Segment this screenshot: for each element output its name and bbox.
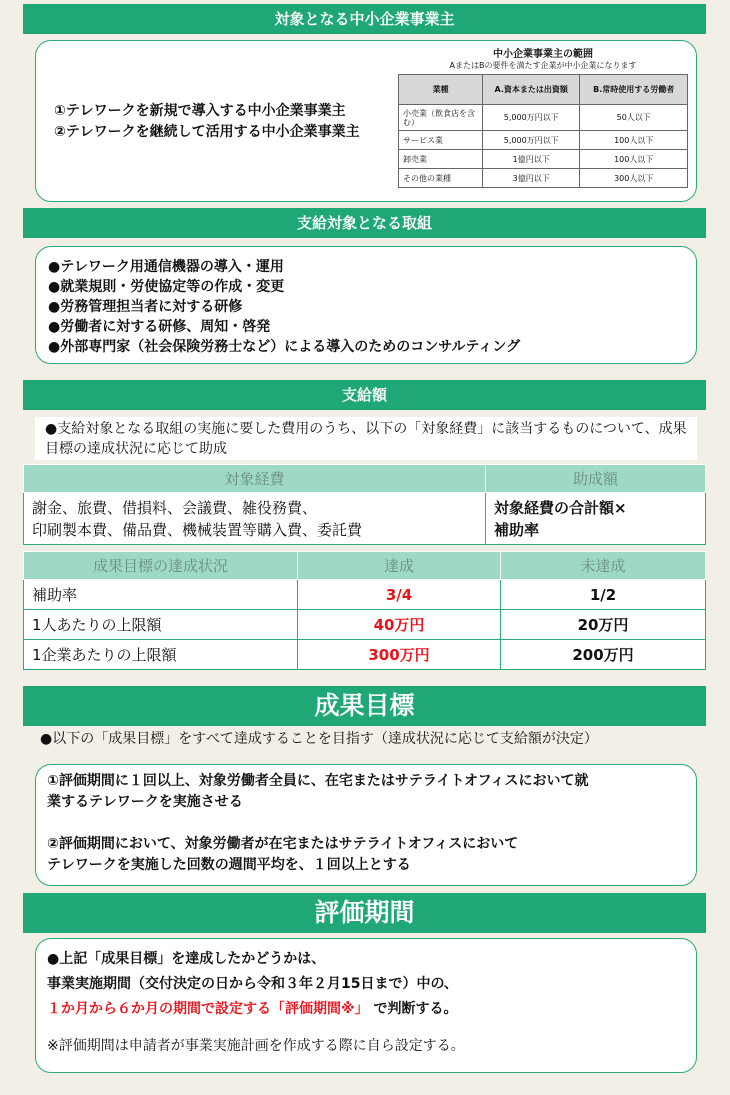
evaluation-footnote: ※評価期間は申請者が事業実施計画を作成する際に自ら設定する。: [47, 1038, 465, 1054]
goal-1-line-2: 業するテレワークを実施させる: [47, 794, 243, 810]
list-item: ●労務管理担当者に対する研修: [48, 299, 243, 315]
sme-cell: 300人以下: [580, 169, 688, 188]
target-employers-box: [35, 40, 697, 202]
target-employer-line-2: ②テレワークを継続して活用する中小企業事業主: [54, 124, 360, 140]
sme-cell: 3億円以下: [483, 169, 580, 188]
expense-items: [24, 493, 486, 545]
evaluation-line-1: ●上記「成果目標」を達成したかどうかは、: [47, 951, 326, 967]
section-title-evaluation-period: 評価期間: [23, 893, 706, 933]
goals-text: [47, 771, 588, 876]
sme-cell: 100人以下: [580, 131, 688, 150]
table-row: [24, 640, 706, 670]
rate-achieved: 3/4: [298, 580, 501, 610]
sme-cell: その他の業種: [399, 169, 483, 188]
subsidy-note: ●支給対象となる取組の実施に要した費用のうち、以下の「対象経費」に該当するものについて、成果目標の達成状況に応じて助成: [35, 417, 697, 460]
subsidy-line-2: 補助率: [494, 520, 540, 539]
goals-box: [35, 764, 697, 886]
expense-line-2: 印刷製本費、備品費、機械装置等購入費、委託費: [32, 520, 363, 539]
rate-achieved: 40万円: [298, 610, 501, 640]
rate-not-achieved: 20万円: [501, 610, 706, 640]
expense-table: [23, 464, 706, 545]
section-title-target-employers: 対象となる中小企業事業主: [23, 4, 706, 34]
expense-line-1: 謝金、旅費、借損料、会議費、雑役務費、: [32, 498, 318, 517]
evaluation-period-highlight: １か月から６か月の期間で設定する「評価期間※」: [47, 1001, 369, 1017]
rate-label: 補助率: [24, 580, 298, 610]
goal-2-line-1: ②評価期間において、対象労働者が在宅またはサテライトオフィスにおいて: [47, 836, 519, 852]
table-row: [399, 131, 688, 150]
table-row: [24, 610, 706, 640]
rate-header-not-achieved: 未達成: [501, 552, 706, 580]
rate-not-achieved: 200万円: [501, 640, 706, 670]
sme-range-table: [398, 49, 688, 188]
table-row: [24, 580, 706, 610]
sme-cell: 100人以下: [580, 150, 688, 169]
sme-cell: 1億円以下: [483, 150, 580, 169]
table-row: [399, 105, 688, 131]
eligible-activities-list: [48, 257, 520, 357]
sme-header-industry: 業種: [399, 75, 483, 105]
list-item: ●外部専門家（社会保険労務士など）による導入のためのコンサルティング: [48, 339, 521, 355]
sme-range-subtitle: AまたはBの要件を満たす企業が中小企業になります: [449, 61, 637, 70]
evaluation-text: [47, 947, 465, 1059]
goal-1-line-1: ①評価期間に１回以上、対象労働者全員に、在宅またはサテライトオフィスにおいて就: [47, 773, 589, 789]
sme-range-title: 中小企業事業主の範囲: [493, 49, 593, 60]
sme-cell: 5,000万円以下: [483, 105, 580, 131]
goal-2-line-2: テレワークを実施した回数の週間平均を、１回以上とする: [47, 857, 411, 873]
list-item: ●労働者に対する研修、周知・啓発: [48, 319, 271, 335]
rate-header-achieved: 達成: [298, 552, 501, 580]
sme-cell: 小売業（飲食店を含む）: [399, 105, 483, 131]
sme-cell: 卸売業: [399, 150, 483, 169]
expense-header: 対象経費: [24, 465, 486, 493]
sme-cell: 5,000万円以下: [483, 131, 580, 150]
subsidy-line-1: 対象経費の合計額×: [494, 498, 627, 517]
evaluation-box: [35, 938, 697, 1073]
rate-header-status: 成果目標の達成状況: [24, 552, 298, 580]
rate-table: [23, 551, 706, 670]
evaluation-line-3-tail: で判断する。: [373, 1001, 458, 1017]
eligible-activities-box: [35, 246, 697, 364]
table-row: [399, 150, 688, 169]
rate-label: 1人あたりの上限額: [24, 610, 298, 640]
sme-header-capital: A.資本または出資額: [483, 75, 580, 105]
evaluation-line-2: 事業実施期間（交付決定の日から令和３年２月15日まで）中の、: [47, 976, 458, 992]
list-item: ●就業規則・労使協定等の作成・変更: [48, 279, 285, 295]
sme-cell: 50人以下: [580, 105, 688, 131]
section-title-goals: 成果目標: [23, 686, 706, 726]
rate-not-achieved: 1/2: [501, 580, 706, 610]
target-employer-list: [54, 101, 360, 143]
sme-cell: サービス業: [399, 131, 483, 150]
table-row: [399, 169, 688, 188]
section-title-eligible-activities: 支給対象となる取組: [23, 208, 706, 238]
target-employer-line-1: ①テレワークを新規で導入する中小企業事業主: [54, 103, 346, 119]
table-row: [24, 493, 706, 545]
rate-label: 1企業あたりの上限額: [24, 640, 298, 670]
rate-achieved: 300万円: [298, 640, 501, 670]
subsidy-formula: [486, 493, 706, 545]
goals-intro: ●以下の「成果目標」をすべて達成することを目指す（達成状況に応じて支給額が決定）: [40, 731, 598, 747]
subsidy-header: 助成額: [486, 465, 706, 493]
sme-header-workers: B.常時使用する労働者: [580, 75, 688, 105]
section-title-subsidy-amount: 支給額: [23, 380, 706, 410]
list-item: ●テレワーク用通信機器の導入・運用: [48, 259, 284, 275]
